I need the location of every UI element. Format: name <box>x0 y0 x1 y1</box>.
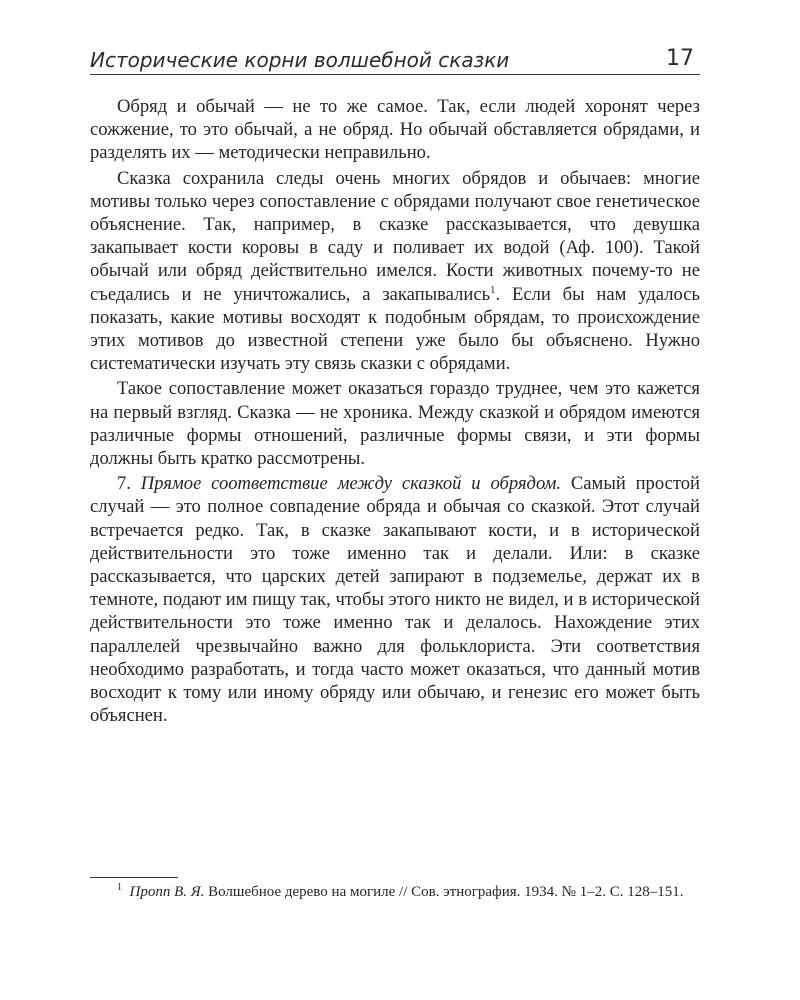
section-heading: Прямое соответствие между сказкой и обрядом. <box>140 473 562 495</box>
footnote-body: Волшебное дерево на могиле // Сов. этнография. 1934. № 1–2. С. 128–151. <box>204 884 684 900</box>
paragraph-1: Обряд и обычай — не то же самое. Так, если людей хоронят через сожжение, то это обычай, а не обряд. Но обычай обставляется обрядами, и разделять их — методически неправильно. <box>90 96 700 164</box>
paragraph-4-text: Самый простой случай — это полное совпадение обряда и обычая со сказкой. Этот случай встречается редко. Так, в сказке закапывают кости, и в исторической действительности это тоже именно так и делали. Или: в сказке рассказывается, что царских детей запирают в подземелье, держат их в темноте, подают им пищу так, чтобы этого никто не видел, и в исторической действительности это тоже именно так и делалось. Нахождение этих параллелей чрезвычайно важно для фольклориста. Эти соответствия необходимо разработать, и тогда часто может оказаться, что данный мотив восходит к тому или иному обряду или обычаю, и генезис его может быть объяснен. <box>90 473 700 727</box>
paragraph-2-part-1: Сказка сохранила следы очень многих обрядов и обычаев: многие мотивы только через сопоставление с обрядами получают свое генетическое объяснение. Так, например, в сказке рассказывается, что девушка закапывает кости коровы в саду и поливает их водой (Аф. 100). Такой обычай или обряд действительно имелся. Кости животных почему-то не съедались и не уничтожались, а закапывались <box>90 167 700 305</box>
paragraph-3: Такое сопоставление может оказаться гораздо труднее, чем это кажется на первый взгляд. Сказка — не хроника. Между сказкой и обрядом имеются различные формы отношений, различные формы связи, и эти формы должны быть кратко рассмотрены. <box>90 378 700 470</box>
paragraph-2-part-2: . Если бы нам удалось показать, какие мотивы восходят к подобным обрядам, то происхождение этих мотивов до известной степени уже было бы объяснено. Нужно систематически изучать эту связь сказки с обрядами. <box>90 283 700 375</box>
footnote-rule <box>90 877 178 878</box>
page-number: 17 <box>666 46 694 71</box>
header-rule <box>90 74 700 75</box>
running-header <box>90 44 700 76</box>
running-title: Исторические корни волшебной сказки <box>90 48 510 72</box>
paragraph-2 <box>90 167 700 376</box>
main-text <box>90 95 700 727</box>
section-number: 7. <box>117 473 141 495</box>
footnote-reference[interactable]: 1 <box>490 283 496 296</box>
footnote-text <box>90 882 700 903</box>
paragraph-4 <box>90 472 700 727</box>
footnote-author: Пропп В. Я. <box>129 884 205 900</box>
footnote <box>90 882 700 903</box>
footnote-marker: 1 <box>117 882 122 893</box>
